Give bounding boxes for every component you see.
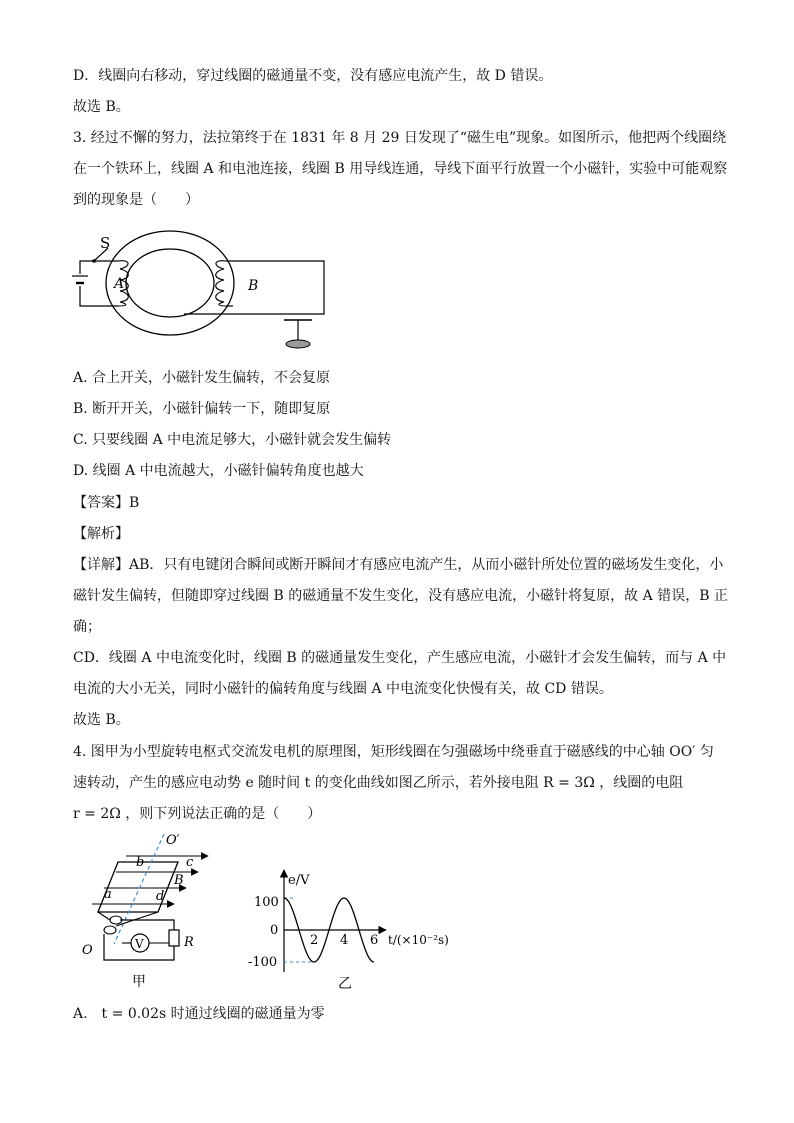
y-max-label: 100 [254, 895, 279, 910]
q3-option-c: C. 只要线圈 A 中电流足够大，小磁针就会发生偏转 [73, 432, 392, 448]
compass-needle [284, 320, 312, 348]
resistor [169, 930, 179, 946]
wire-a-circuit [80, 261, 118, 306]
text-line: 故选 B。 [73, 99, 130, 115]
q4-stem-line: r = 2Ω ，则下列说法正确的是（ ） [73, 806, 322, 822]
q4-emf-graph [246, 860, 456, 992]
x-tick-label: 6 [370, 933, 379, 948]
label-d: d [156, 889, 165, 904]
q3-option-a: A. 合上开关，小磁针发生偏转，不会复原 [73, 370, 331, 386]
q3-analysis-line: 确； [73, 619, 101, 635]
figure-caption-yi: 乙 [338, 976, 352, 992]
q3-option-d: D. 线圈 A 中电流越大，小磁针偏转角度也越大 [73, 463, 364, 479]
q4-option-a: A. t = 0.02s 时通过线圈的磁通量为零 [73, 1006, 325, 1022]
voltmeter-label: V [135, 937, 144, 951]
switch-label: S [100, 234, 111, 252]
coil-b [216, 261, 226, 306]
y-min-label: -100 [248, 955, 278, 970]
q3-analysis-title: 【解析】 [73, 526, 129, 542]
text-line: D．线圈向右移动，穿过线圈的磁通量不变，没有感应电流产生，故 D 错误。 [73, 68, 553, 84]
iron-ring-outer [106, 231, 234, 335]
coil-b-label: B [248, 278, 259, 294]
q3-stem-line: 3. 经过不懈的努力，法拉第终于在 1831 年 8 月 29 日发现了“磁生电”现象。如图所示，他把两个线圈绕 [73, 130, 727, 146]
iron-ring-inner [126, 249, 214, 317]
q3-option-b: B. 断开开关，小磁针偏转一下，随即复原 [73, 401, 331, 417]
q3-answer: 【答案】B [73, 495, 140, 511]
x-axis-label: t/(×10⁻²s) [388, 933, 449, 947]
q3-analysis-line: 电流的大小无关，同时小磁针的偏转角度与线圈 A 中电流变化快慢有关，故 CD 错误。 [73, 681, 613, 697]
x-tick-label: 4 [340, 933, 349, 948]
label-field-b: B [174, 873, 184, 888]
q3-analysis-line: 【详解】AB．只有电键闭合瞬间或断开瞬间才有感应电流产生，从而小磁针所处位置的磁场发生变化，小 [73, 557, 724, 573]
q3-analysis-line: 磁针发生偏转，但随即穿过线圈 B 的磁通量不发生变化，没有感应电流，小磁针将复原，故 A 错误，B 正 [73, 588, 728, 604]
label-r: R [184, 935, 194, 950]
coil-a-label: A [114, 276, 125, 292]
q4-generator-figure [74, 832, 224, 994]
q4-stem-line: 速转动，产生的感应电动势 e 随时间 t 的变化曲线如图乙所示，若外接电阻 R = 3Ω ，线圈的电阻 [73, 775, 684, 791]
q4-stem-line: 4. 图甲为小型旋转电枢式交流发电机的原理图，矩形线圈在匀强磁场中绕垂直于磁感线的中心轴 OO′ 匀 [73, 744, 714, 760]
x-tick-label: 2 [310, 933, 319, 948]
slip-rings [98, 912, 158, 934]
origin-label: 0 [270, 923, 279, 938]
q3-stem-line: 在一个铁环上，线圈 A 和电池连接，线圈 B 用导线连通，导线下面平行放置一个小磁针，实验中可能观察 [73, 161, 728, 177]
q3-analysis-line: 故选 B。 [73, 712, 130, 728]
q3-stem-line: 到的现象是（ ） [73, 192, 199, 208]
y-axis-label: e/V [288, 873, 310, 888]
label-c: c [186, 855, 194, 870]
label-o-prime: O′ [166, 833, 180, 848]
label-b: b [136, 855, 145, 870]
q3-coil-figure [68, 228, 330, 358]
label-a: a [104, 887, 112, 902]
label-o: O [82, 943, 93, 958]
figure-caption-jia: 甲 [132, 974, 146, 990]
q3-analysis-line: CD．线圈 A 中电流变化时，线圈 B 的磁通量发生变化，产生感应电流，小磁针才会发生偏转，而与 A 中 [73, 650, 727, 666]
